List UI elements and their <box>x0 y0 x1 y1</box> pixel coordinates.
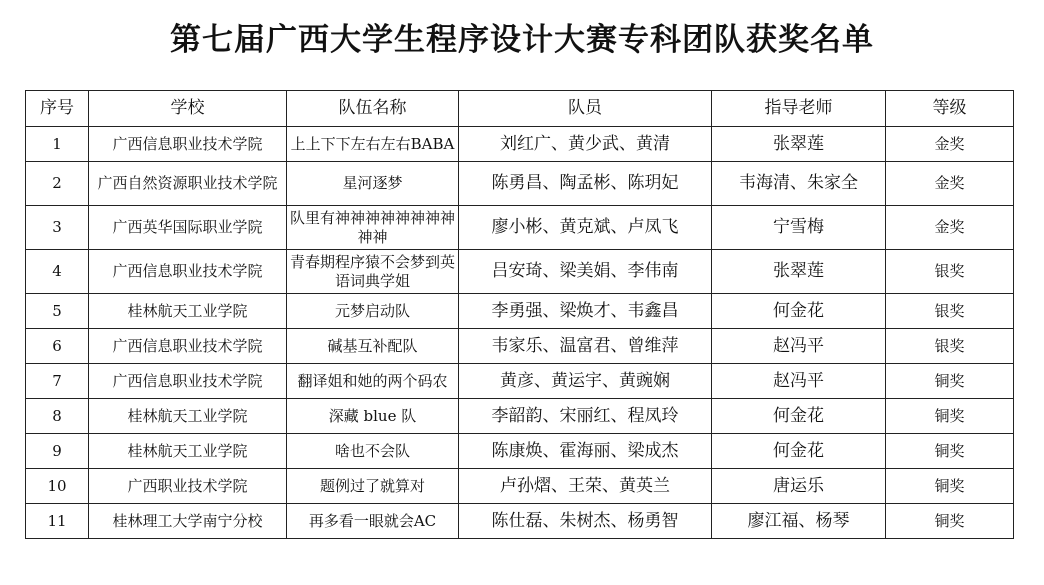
table-row <box>26 329 1014 364</box>
cell-advisor: 何金花 <box>712 434 886 469</box>
cell-advisor: 何金花 <box>712 294 886 329</box>
cell-school: 广西英华国际职业学院 <box>89 206 287 250</box>
cell-members: 廖小彬、黄克斌、卢凤飞 <box>459 206 712 250</box>
cell-team-name: 翻译姐和她的两个码农 <box>287 364 459 399</box>
cell-school: 广西职业技术学院 <box>89 469 287 504</box>
cell-members: 李勇强、梁焕才、韦鑫昌 <box>459 294 712 329</box>
table-row <box>26 250 1014 294</box>
cell-team-name: 星河逐梦 <box>287 162 459 206</box>
cell-level: 铜奖 <box>886 434 1014 469</box>
cell-index: 9 <box>26 434 89 469</box>
cell-level: 铜奖 <box>886 469 1014 504</box>
table-header-row <box>26 91 1014 127</box>
cell-members: 李韶韵、宋丽红、程凤玲 <box>459 399 712 434</box>
header-members: 队员 <box>459 91 712 127</box>
cell-members: 卢孙熠、王荣、黄英兰 <box>459 469 712 504</box>
table-row <box>26 434 1014 469</box>
cell-school: 广西信息职业技术学院 <box>89 329 287 364</box>
cell-team-name: 题例过了就算对 <box>287 469 459 504</box>
cell-team-name: 碱基互补配队 <box>287 329 459 364</box>
table-row <box>26 469 1014 504</box>
cell-index: 3 <box>26 206 89 250</box>
cell-members: 韦家乐、温富君、曾维萍 <box>459 329 712 364</box>
table-row <box>26 504 1014 539</box>
cell-members: 黄彦、黄运宇、黄豌娴 <box>459 364 712 399</box>
cell-members: 陈康焕、霍海丽、梁成杰 <box>459 434 712 469</box>
cell-level: 银奖 <box>886 329 1014 364</box>
cell-advisor: 韦海清、朱家全 <box>712 162 886 206</box>
cell-members: 陈仕磊、朱树杰、杨勇智 <box>459 504 712 539</box>
cell-index: 7 <box>26 364 89 399</box>
cell-index: 11 <box>26 504 89 539</box>
cell-school: 桂林理工大学南宁分校 <box>89 504 287 539</box>
award-table <box>25 90 1014 539</box>
cell-team-name: 上上下下左右左右BABA <box>287 127 459 162</box>
cell-school: 广西自然资源职业技术学院 <box>89 162 287 206</box>
cell-index: 6 <box>26 329 89 364</box>
cell-level: 铜奖 <box>886 364 1014 399</box>
cell-index: 10 <box>26 469 89 504</box>
cell-team-name: 啥也不会队 <box>287 434 459 469</box>
table-row <box>26 294 1014 329</box>
header-index: 序号 <box>26 91 89 127</box>
cell-advisor: 赵冯平 <box>712 329 886 364</box>
table-row <box>26 399 1014 434</box>
cell-team-name: 元梦启动队 <box>287 294 459 329</box>
header-advisor: 指导老师 <box>712 91 886 127</box>
cell-level: 金奖 <box>886 162 1014 206</box>
table-row <box>26 206 1014 250</box>
header-school: 学校 <box>89 91 287 127</box>
cell-team-name: 青春期程序猿不会梦到英语词典学姐 <box>287 250 459 294</box>
document-title: 第七届广西大学生程序设计大赛专科团队获奖名单 <box>170 22 874 58</box>
cell-advisor: 张翠莲 <box>712 250 886 294</box>
cell-school: 桂林航天工业学院 <box>89 434 287 469</box>
cell-team-name: 深藏 blue 队 <box>287 399 459 434</box>
cell-school: 广西信息职业技术学院 <box>89 250 287 294</box>
cell-level: 铜奖 <box>886 504 1014 539</box>
cell-members: 陈勇昌、陶孟彬、陈玥妃 <box>459 162 712 206</box>
cell-index: 4 <box>26 250 89 294</box>
header-level: 等级 <box>886 91 1014 127</box>
cell-team-name: 再多看一眼就会AC <box>287 504 459 539</box>
header-team-name: 队伍名称 <box>287 91 459 127</box>
cell-advisor: 赵冯平 <box>712 364 886 399</box>
table-row <box>26 127 1014 162</box>
cell-level: 银奖 <box>886 294 1014 329</box>
cell-level: 银奖 <box>886 250 1014 294</box>
table-row <box>26 162 1014 206</box>
cell-advisor: 宁雪梅 <box>712 206 886 250</box>
cell-team-name: 队里有神神神神神神神神神神 <box>287 206 459 250</box>
cell-school: 广西信息职业技术学院 <box>89 364 287 399</box>
cell-school: 桂林航天工业学院 <box>89 399 287 434</box>
table-row <box>26 364 1014 399</box>
cell-advisor: 唐运乐 <box>712 469 886 504</box>
cell-level: 金奖 <box>886 206 1014 250</box>
cell-index: 1 <box>26 127 89 162</box>
cell-school: 桂林航天工业学院 <box>89 294 287 329</box>
cell-advisor: 廖江福、杨琴 <box>712 504 886 539</box>
cell-level: 金奖 <box>886 127 1014 162</box>
cell-index: 8 <box>26 399 89 434</box>
cell-index: 5 <box>26 294 89 329</box>
cell-members: 吕安琦、梁美娟、李伟南 <box>459 250 712 294</box>
cell-advisor: 何金花 <box>712 399 886 434</box>
cell-level: 铜奖 <box>886 399 1014 434</box>
cell-index: 2 <box>26 162 89 206</box>
cell-advisor: 张翠莲 <box>712 127 886 162</box>
cell-school: 广西信息职业技术学院 <box>89 127 287 162</box>
cell-members: 刘红广、黄少武、黄清 <box>459 127 712 162</box>
